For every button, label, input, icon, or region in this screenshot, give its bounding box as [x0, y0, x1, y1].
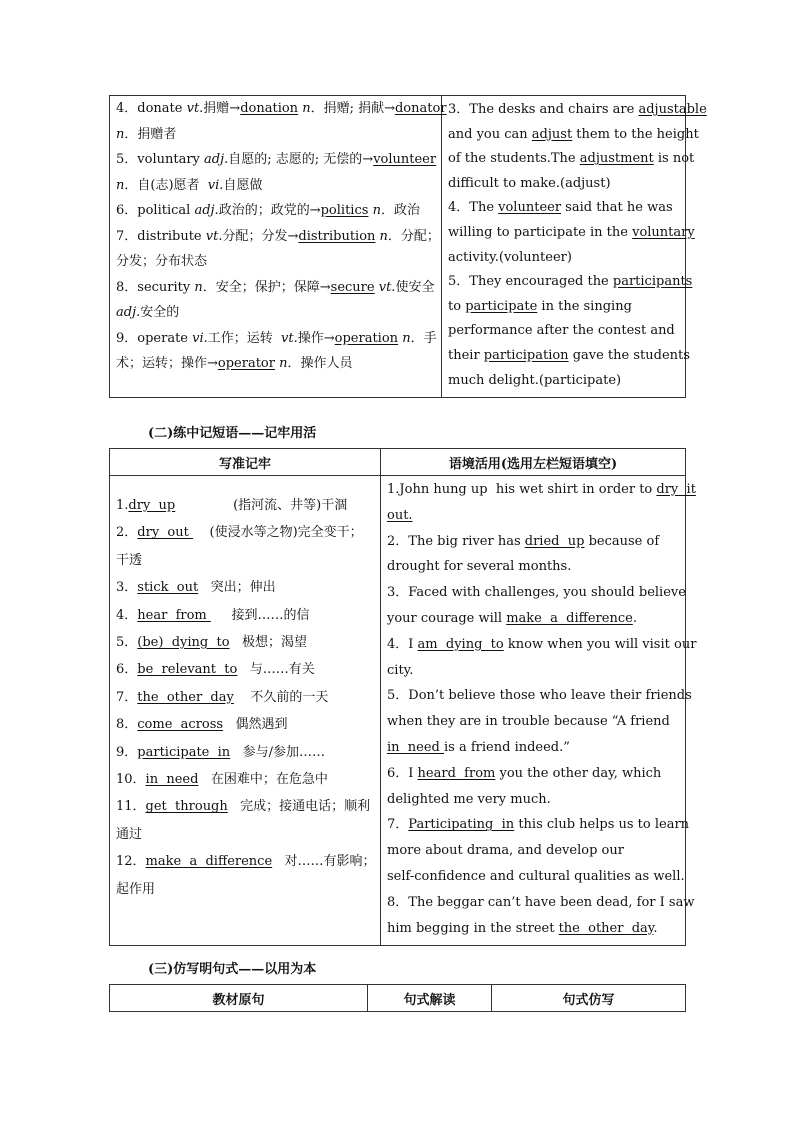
line-text: (使浸水等之物)完全变干； [192, 525, 363, 541]
header-imitation: 句式仿写 [492, 985, 686, 1012]
header-original-sentence: 教材原句 [110, 985, 368, 1012]
line-text: n [116, 177, 125, 193]
context-line [387, 683, 692, 709]
line-text: 9． [116, 744, 138, 760]
line-text: 参与/参加…… [230, 744, 325, 760]
vocab-line [116, 224, 440, 250]
line-text: 与……有关 [237, 662, 315, 678]
line-text: vt. [378, 279, 396, 295]
answer-blank: in need [387, 739, 445, 755]
exercise-line [448, 147, 695, 172]
line-text: 4．The [448, 200, 499, 216]
answer-blank: dry it [656, 482, 696, 497]
vocab-line [116, 198, 435, 224]
answer-blank: operator [217, 356, 275, 371]
context-line [387, 554, 679, 580]
phrase-line [116, 848, 374, 875]
context-line [387, 916, 679, 942]
answer-blank: adjustable [638, 102, 707, 117]
context-line [387, 838, 679, 864]
line-text: ．手 [410, 330, 437, 346]
context-line [387, 735, 679, 761]
phrase-line [116, 821, 374, 848]
line-text: 7．distribute [116, 228, 206, 244]
context-line [387, 503, 679, 529]
exercise-line [448, 221, 695, 246]
line-text: 5．Don’t believe those who leave their friends [387, 688, 692, 704]
vocab-line [116, 96, 447, 122]
phrase-line [116, 602, 374, 629]
line-text: 安全的 [140, 305, 180, 320]
line-text: in the singing [537, 298, 632, 314]
line-text: 起作用 [116, 881, 156, 897]
line-text: of the students.The [448, 151, 580, 167]
exercise-line [448, 172, 679, 197]
answer-blank: donation [240, 101, 299, 116]
line-text: ．捐赠; 捐献→ [310, 101, 395, 116]
answer-blank: secure [330, 279, 375, 295]
answer-blank: politics [320, 203, 369, 218]
exercise-line [448, 196, 679, 221]
vocab-line [116, 326, 435, 352]
phrase-line [116, 739, 374, 766]
line-text: your courage will [387, 610, 507, 626]
line-text: delighted me very much. [387, 791, 551, 807]
section-title-phrases: (二)练中记短语——记牢用活 [148, 426, 317, 441]
line-text: 4． [116, 607, 138, 623]
exercise-line [448, 344, 690, 369]
answer-blank: participate [465, 298, 538, 314]
line-text: 6． [116, 662, 138, 678]
line-text: n [302, 101, 311, 116]
line-text: n [379, 228, 388, 244]
line-text: said that he was [561, 200, 673, 216]
line-text: 9．operate [116, 330, 193, 346]
vocab-right-cell [442, 96, 707, 398]
answer-blank: make a difference [145, 854, 273, 870]
phrase-exercises [387, 477, 697, 941]
line-text: 1. [116, 498, 129, 513]
line-text: vt. [281, 330, 298, 346]
phrase-line [116, 766, 374, 793]
line-text: 2．The big river has [387, 533, 525, 549]
line-text: n [402, 330, 411, 346]
context-line [387, 709, 679, 735]
line-text: their [448, 347, 484, 363]
word-forms-list [116, 96, 447, 377]
phrase-line [116, 547, 374, 574]
exercise-line [448, 123, 699, 148]
line-text: 3．The desks and chairs are [448, 102, 639, 117]
answer-blank: volunteer [373, 152, 437, 167]
phrase-line [116, 684, 374, 711]
line-text: 11． [116, 799, 146, 815]
line-text: 完成；接通电话；顺利 [227, 799, 371, 815]
line-text: ．政治 [380, 203, 420, 218]
line-text: 6．I [387, 765, 418, 781]
answer-blank: come across [137, 717, 224, 733]
phrase-line [116, 574, 374, 601]
line-text: 术；运转；操作→ [116, 356, 218, 371]
vocab-line [116, 351, 435, 377]
line-text: adj. [194, 203, 219, 218]
line-text: him begging in the street [387, 920, 559, 936]
line-text: 1.John hung up his wet shirt in order to [387, 482, 657, 497]
line-text: . [653, 920, 658, 936]
answer-blank: be relevant to [137, 662, 238, 678]
phrase-line [116, 711, 374, 738]
line-text: 8．The beggar can’t have been dead, for I saw [387, 894, 695, 910]
phrases-header-left: 写准记牢 [110, 449, 381, 476]
answer-blank: make a difference [506, 610, 633, 626]
answer-blank: voluntary [632, 224, 695, 240]
answer-blank: participants [612, 274, 693, 290]
line-text: ．安全；保护；保障→ [202, 279, 331, 295]
exercise-line [448, 270, 693, 295]
context-line [387, 787, 679, 813]
line-text: 自愿做 [223, 177, 263, 193]
line-text: 分配；分发→ [222, 228, 299, 244]
vocab-line [116, 122, 435, 148]
line-text: 3． [116, 580, 138, 596]
answer-blank: volunteer [498, 200, 562, 216]
line-text: vi. [207, 177, 224, 193]
phrase-line [116, 793, 374, 820]
vocab-line [116, 173, 435, 199]
line-text: 偶然遇到 [223, 717, 288, 733]
vocab-line [116, 275, 435, 301]
context-line [387, 606, 679, 632]
answer-blank: donator [394, 101, 447, 116]
line-text: gave the students [568, 347, 690, 363]
answer-blank: dry up [128, 498, 176, 513]
line-text: 10． [116, 772, 146, 788]
phrase-line [116, 492, 374, 519]
context-line [387, 761, 679, 787]
phrases-right-cell [381, 476, 697, 946]
answer-blank: the other day [558, 920, 654, 936]
context-line [387, 580, 686, 606]
line-text: 4．I [387, 636, 418, 652]
line-text: 对……有影响； [272, 854, 376, 870]
context-line [387, 477, 696, 503]
line-text: vt. [186, 101, 204, 116]
line-text: know when you will visit our [503, 636, 697, 652]
line-text: difficult to make.(adjust) [448, 175, 611, 191]
answer-blank: out. [387, 507, 413, 523]
line-text: 使安全 [395, 279, 435, 295]
line-text: vt. [205, 228, 223, 244]
phrase-line [116, 876, 374, 903]
exercise-line [448, 246, 679, 271]
answer-blank: adjustment [579, 151, 654, 167]
context-line [387, 812, 690, 838]
line-text: 5．They encouraged the [448, 274, 613, 290]
phrase-list [116, 492, 374, 903]
line-text: 捐赠→ [203, 101, 241, 116]
line-text: 工作；运转 [207, 330, 282, 346]
line-text: ．操作人员 [287, 356, 353, 371]
line-text: n [116, 126, 125, 142]
line-text: them to the height [572, 126, 699, 142]
exercise-line [448, 295, 679, 320]
line-text: this club helps us to learn [514, 817, 690, 833]
context-line [387, 890, 695, 916]
line-text: 6．political [116, 203, 195, 218]
answer-blank: Participating in [408, 817, 515, 833]
line-text: adj. [116, 305, 141, 320]
answer-blank: am dying to [417, 636, 504, 652]
line-text: because of [584, 533, 660, 549]
line-text: drought for several months. [387, 559, 572, 575]
line-text: 极想；渴望 [229, 635, 307, 651]
line-text: vi. [192, 330, 208, 346]
line-text: much delight.(participate) [448, 372, 622, 388]
context-line [387, 632, 697, 658]
phrase-line [116, 519, 374, 546]
line-text: self-confidence and cultural qualities as well. [387, 868, 685, 884]
line-text: n [279, 356, 288, 371]
exercise-line [448, 369, 679, 394]
header-pattern-analysis: 句式解读 [368, 985, 492, 1012]
answer-blank: get through [145, 799, 228, 815]
vocab-table [109, 95, 707, 398]
line-text: 4．donate [116, 101, 187, 116]
answer-blank: (be) dying to [137, 635, 230, 651]
line-text: when they are in trouble because “A friend [387, 714, 670, 730]
line-text: 在困难中；在危急中 [198, 772, 328, 788]
line-text: is a friend indeed.” [444, 739, 570, 755]
line-text: willing to participate in the [448, 224, 633, 240]
line-text: 7． [387, 817, 409, 833]
vocab-left-cell [110, 96, 447, 398]
phrase-line [116, 629, 374, 656]
line-text: performance after the contest and [448, 323, 675, 339]
answer-blank: the other day [137, 689, 234, 705]
phrase-line [116, 656, 374, 683]
line-text: 自愿的; 志愿的; 无偿的→ [228, 152, 374, 167]
vocab-line [116, 249, 435, 275]
line-text: city. [387, 662, 414, 678]
line-text: (指河流、井等)干涸 [175, 498, 348, 513]
phrases-table [109, 448, 697, 946]
line-text: 2． [116, 525, 138, 541]
answer-blank: participate in [137, 744, 231, 760]
line-text: 干透 [116, 552, 143, 568]
line-text: 不久前的一天 [233, 689, 329, 705]
phrases-header-right: 语境活用(选用左栏短语填空) [381, 449, 686, 476]
sentence-pattern-table [109, 984, 686, 1012]
answer-blank: stick out [137, 580, 199, 596]
answer-blank: heard from [417, 765, 496, 781]
line-text: is not [653, 151, 695, 167]
exercise-line [448, 98, 707, 123]
line-text: 操作→ [297, 330, 335, 346]
answer-blank: operation [334, 330, 399, 346]
line-text: n [372, 203, 381, 218]
line-text: 8． [116, 717, 138, 733]
section-title-sentences: (三)仿写明句式——以用为本 [148, 962, 317, 977]
line-text: . [632, 610, 637, 626]
answer-blank: in need [145, 772, 199, 788]
context-line [387, 864, 685, 890]
answer-blank: distribution [298, 228, 376, 244]
line-text: 3．Faced with challenges, you should believe [387, 585, 686, 601]
answer-blank: dry out [137, 525, 193, 541]
word-forms-exercises [448, 98, 707, 393]
line-text: more about drama, and develop our [387, 843, 624, 859]
line-text: adj. [204, 152, 229, 167]
line-text: 12． [116, 854, 146, 870]
line-text: 5． [116, 635, 138, 651]
line-text: 突出；伸出 [198, 580, 276, 596]
line-text: 政治的；政党的→ [218, 203, 321, 218]
vocab-line [116, 300, 435, 326]
line-text: activity.(volunteer) [448, 249, 572, 265]
line-text: 8．security [116, 279, 195, 295]
vocab-line [116, 147, 435, 173]
answer-blank: participation [483, 347, 569, 363]
answer-blank: dried up [524, 533, 585, 549]
line-text: 通过 [116, 826, 143, 842]
line-text: 7． [116, 689, 138, 705]
line-text: you the other day, which [495, 765, 662, 781]
line-text: 接到……的信 [210, 607, 310, 623]
line-text: ．自(志)愿者 [124, 177, 208, 193]
line-text: ．捐赠者 [124, 126, 177, 142]
line-text: ．分配； [387, 228, 440, 244]
exercise-line [448, 319, 679, 344]
context-line [387, 658, 679, 684]
phrases-left-cell [110, 476, 381, 946]
answer-blank: adjust [531, 126, 573, 142]
line-text: n [194, 279, 203, 295]
line-text: and you can [448, 126, 532, 142]
line-text: 分发；分布状态 [116, 254, 208, 269]
line-text: to [448, 298, 466, 314]
context-line [387, 529, 679, 555]
line-text: 5．voluntary [116, 152, 205, 167]
answer-blank: hear from [137, 607, 211, 623]
